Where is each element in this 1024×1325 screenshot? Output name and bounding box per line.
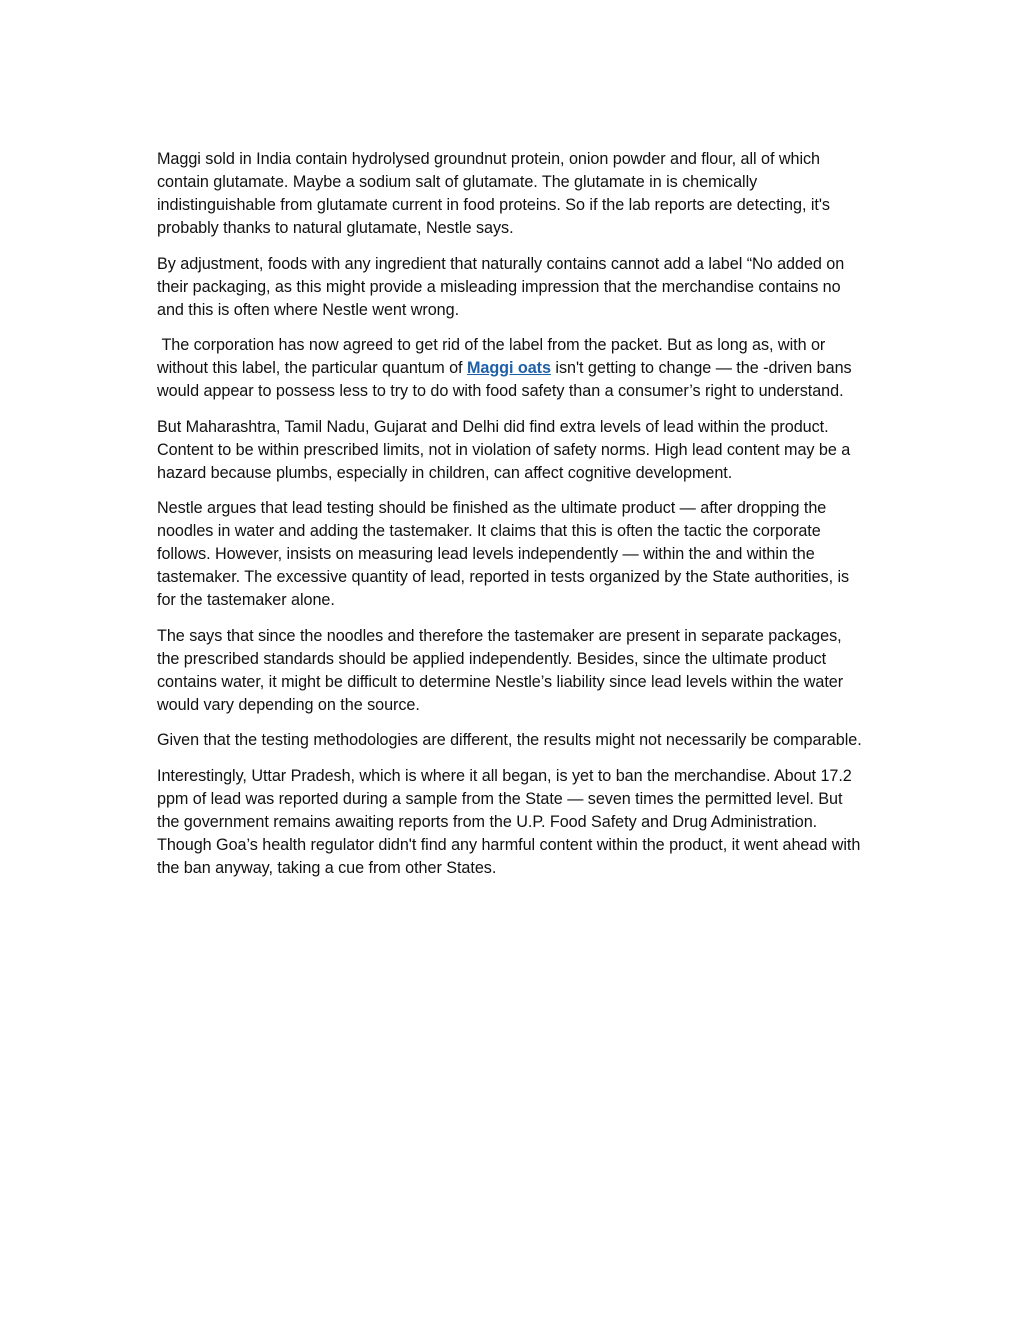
- paragraph-text-after-link: isn't getting to change — the -driven bans would appear to possess less to try to do with food safety than a consumer’s right to understand.: [157, 359, 852, 400]
- paragraph-methodologies: Given that the testing methodologies are different, the results might not necessarily be comparable.: [157, 731, 862, 749]
- document-body: [157, 148, 867, 892]
- paragraph-separate-packages: The says that since the noodles and therefore the tastemaker are present in separate packages, the prescribed standards should be applied independently. Besides, since the ultimate product contains water, it might be difficult to determine Nestle’s liability since lead levels within the water would vary depending on the source.: [157, 626, 844, 714]
- paragraph-lead-findings: But Maharashtra, Tamil Nadu, Gujarat and Delhi did find extra levels of lead within the product. Content to be within prescribed limits, not in violation of safety norms. High lead content may be a hazard because plumbs, especially in children, can affect cognitive development.: [157, 417, 851, 482]
- maggi-oats-link[interactable]: Maggi oats: [466, 359, 551, 377]
- paragraph-uttar-pradesh: Interestingly, Uttar Pradesh, which is where it all began, is yet to ban the merchandise. About 17.2 ppm of lead was reported during a sample from the State — seven times the permitted level. But the government remains awaiting reports from the U.P. Food Safety and Drug Administration. Though Goa’s health regulator didn't find any harmful content within the product, it went ahead with the ban anyway, taking a cue from other States.: [157, 766, 861, 877]
- paragraph-text-before-link: The corporation has now agreed to get rid of the label from the packet. But as long as, with or without this label, the particular quantum of: [157, 336, 826, 377]
- paragraph-glutamate-ingredients: Maggi sold in India contain hydrolysed groundnut protein, onion powder and flour, all of which contain glutamate. Maybe a sodium salt of glutamate. The glutamate in is chemically indistinguishable from glutamate current in food proteins. So if the lab reports are detecting, it's probably thanks to natural glutamate, Nestle says.: [157, 150, 830, 237]
- paragraph-lead-testing: Nestle argues that lead testing should be finished as the ultimate product — after dropping the noodles in water and adding the tastemaker. It claims that this is often the tactic the corporate follows. However, insists on measuring lead levels independently — within the and within the tastemaker. The excessive quantity of lead, reported in tests organized by the State authorities, is for the tastemaker alone.: [157, 499, 850, 609]
- paragraph-label-removal: [157, 334, 867, 403]
- paragraph-labeling-rule: By adjustment, foods with any ingredient that naturally contains cannot add a label “No added on their packaging, as this might provide a misleading impression that the merchandise contains no and this is often where Nestle went wrong.: [157, 254, 845, 319]
